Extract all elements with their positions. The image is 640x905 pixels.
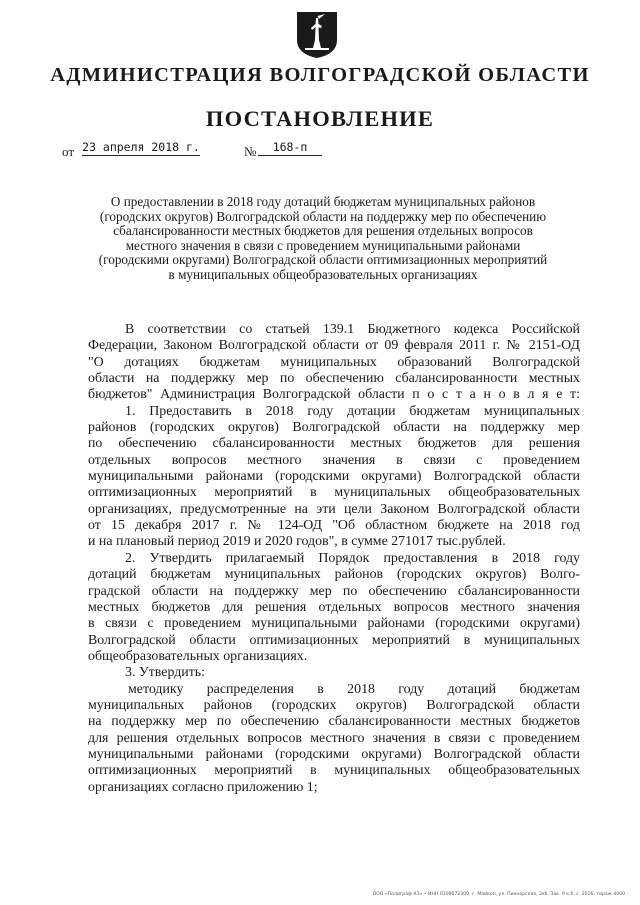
body-line: "О дотациях бюджетам муниципальных образований Волгоградской (88, 354, 580, 370)
body-line: градской области на поддержку мер по обеспечению сбалансированности (88, 583, 580, 599)
subject-line: местного значения в связи с проведением муниципальными районами (125, 237, 521, 253)
body-line: от 15 декабря 2017 г. № 124-ОД "Об областном бюджете на 2018 год (88, 518, 580, 534)
coat-of-arms-emblem (295, 10, 339, 60)
body-line: муниципальными районами (городскими округами) Волгоградской области (88, 469, 580, 485)
agency-title: АДМИНИСТРАЦИЯ ВОЛГОГРАДСКОЙ ОБЛАСТИ (50, 64, 590, 86)
document-type-title: ПОСТАНОВЛЕНИЕ (205, 106, 435, 131)
body-line: организациях согласно приложению 1; (88, 779, 318, 795)
body-line: муниципальных районов (городских округов) Волгоградской области (88, 697, 580, 713)
body-line: в связи с проведением муниципальными районами (городскими округами) (88, 616, 580, 632)
document-subject (78, 195, 568, 283)
body-line: отдельных вопросов местного значения в связи с проведением (88, 452, 580, 468)
document-number: 168-п (258, 140, 322, 156)
body-line: муниципальными районами (городскими округами) Волгоградской области (88, 746, 580, 762)
subject-line: сбалансированности местных бюджетов для решения отдельных вопросов (113, 223, 533, 239)
subject-line: О предоставлении в 2018 году дотаций бюджетам муниципальных районов (110, 194, 536, 209)
body-line: области на поддержку мер по обеспечению сбалансированности местных (88, 371, 580, 387)
body-line: 1. Предоставить в 2018 году дотации бюджетам муниципальных (125, 403, 580, 419)
document-body (88, 322, 580, 796)
body-line: дотаций бюджетам муниципальных районов (городских округов) Волго- (88, 567, 580, 583)
body-line: районов (городских округов) Волгоградской области на поддержку мер (88, 420, 580, 436)
body-line: на поддержку мер по обеспечению сбалансированности местных бюджетов (88, 714, 580, 730)
date-prefix-label: от (62, 144, 75, 159)
body-line: оптимизационных мероприятий в муниципальных общеобразовательных (88, 485, 580, 501)
document-meta (62, 140, 362, 160)
body-line: Волгоградской области оптимизационных мероприятий в муниципальных (88, 632, 580, 648)
body-line: В соответствии со статьей 139.1 Бюджетного кодекса Российской (125, 322, 580, 337)
subject-line: в муниципальных общеобразовательных организациях (168, 266, 478, 282)
body-line: общеобразовательных организациях. (88, 648, 308, 664)
body-line: методику распределения в 2018 году дотаций бюджетам (128, 681, 580, 697)
body-line: 2. Утвердить прилагаемый Порядок предоставления в 2018 году (125, 550, 580, 566)
subject-line: (городских округов) Волгоградской области на поддержку мер по обеспечению (99, 208, 547, 224)
body-line: по обеспечению сбалансированности местных бюджетов для решения (88, 436, 580, 452)
body-line: Федерации, Законом Волгоградской области от 09 февраля 2011 г. № 2151-ОД (88, 338, 580, 354)
body-line: организациях, предусмотренные на эти цели Законом Волгоградской области (88, 501, 580, 517)
body-line: бюджетов" Администрация Волгоградской области п о с т а н о в л я е т: (88, 387, 580, 403)
subject-line: (городскими округами) Волгоградской области оптимизационных мероприятий (98, 252, 548, 268)
body-line: для решения отдельных вопросов местного значения в связи с проведением (88, 730, 580, 746)
printer-imprint: ООО «Полиграф КЗ» • ИНН 0109072309, г. Майкоп, ул. Пионерская, 2кб. Зак. 9 к.б. с. 2016, тираж 4000 (372, 892, 625, 897)
body-line: и на плановый период 2019 и 2020 годов", в сумме 271017 тыс.рублей. (88, 534, 506, 550)
body-line: местных бюджетов для решения отдельных вопросов местного значения (88, 599, 580, 615)
body-line: оптимизационных мероприятий в муниципальных общеобразовательных (88, 763, 580, 779)
number-prefix-label: № (244, 144, 257, 159)
body-line: 3. Утвердить: (125, 665, 205, 681)
document-date: 23 апреля 2018 г. (82, 140, 200, 154)
